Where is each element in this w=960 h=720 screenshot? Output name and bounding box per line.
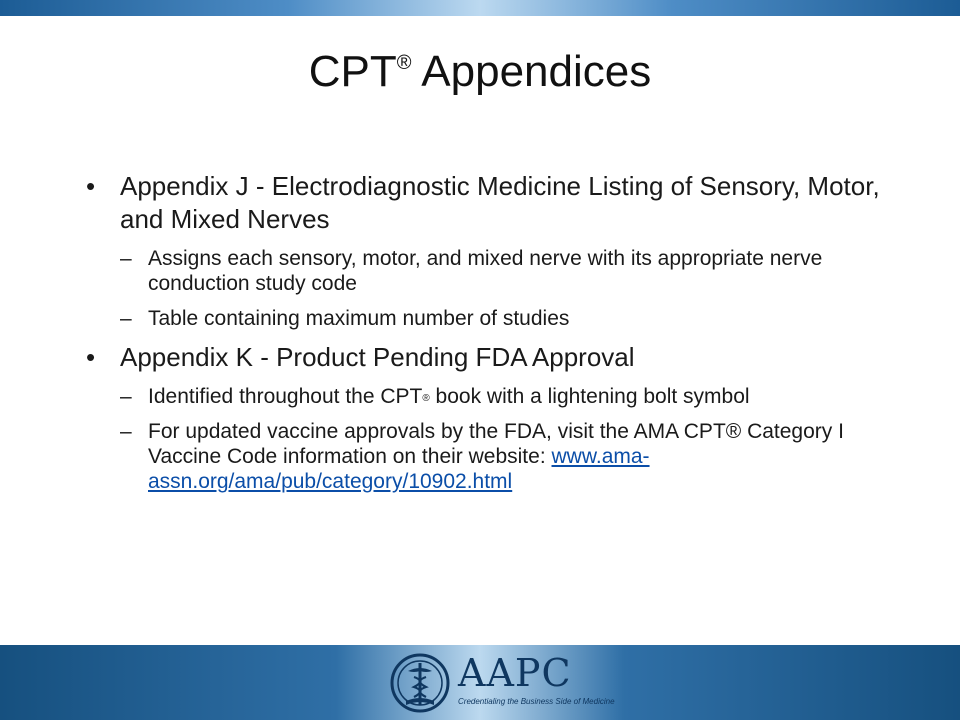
registered-mark: ® <box>422 393 430 404</box>
bullet-text: Appendix J - Electrodiagnostic Medicine Listing of Sensory, Motor, and Mixed Nerves <box>120 171 880 234</box>
bullet-appendix-k <box>78 341 908 374</box>
title-rest: Appendices <box>411 47 652 96</box>
logo-wordmark: AAPC <box>458 651 572 695</box>
dash-icon: – <box>120 385 132 408</box>
logo-tagline: Credentialing the Business Side of Medicine <box>458 697 615 706</box>
sub-bullet-vaccine <box>78 419 908 494</box>
sub-bullet-assigns <box>78 246 908 296</box>
dash-icon: – <box>120 307 132 330</box>
slide-content <box>78 170 908 504</box>
registered-mark: ® <box>396 52 412 74</box>
ama-website-link[interactable]: www.ama-assn.org/ama/pub/category/10902.html <box>148 445 650 493</box>
bullet-appendix-j <box>78 170 908 236</box>
top-decorative-band <box>0 0 960 16</box>
sub-bullet-text-after: book with a lightening bolt symbol <box>429 385 750 408</box>
sub-bullet-table <box>78 306 908 331</box>
sub-bullet-text: Table containing maximum number of studies <box>148 307 570 330</box>
slide-title <box>0 48 960 96</box>
sub-bullet-identified <box>78 384 908 409</box>
footer-band <box>0 645 960 720</box>
bullet-icon: • <box>86 342 96 372</box>
title-main: CPT <box>308 47 397 96</box>
bullet-icon: • <box>86 171 96 201</box>
bullet-text: Appendix K - Product Pending FDA Approval <box>120 342 635 372</box>
sub-bullet-text: Assigns each sensory, motor, and mixed nerve with its appropriate nerve conduction study code <box>148 247 823 295</box>
sub-bullet-text: For updated vaccine approvals by the FDA, visit the AMA CPT® Category I Vaccine Code information on their website: <box>148 420 844 468</box>
dash-icon: – <box>120 247 132 270</box>
dash-icon: – <box>120 420 132 443</box>
caduceus-emblem-icon <box>388 651 452 715</box>
sub-bullet-text-before: Identified throughout the CPT <box>148 385 423 408</box>
aapc-logo[interactable] <box>388 651 615 715</box>
